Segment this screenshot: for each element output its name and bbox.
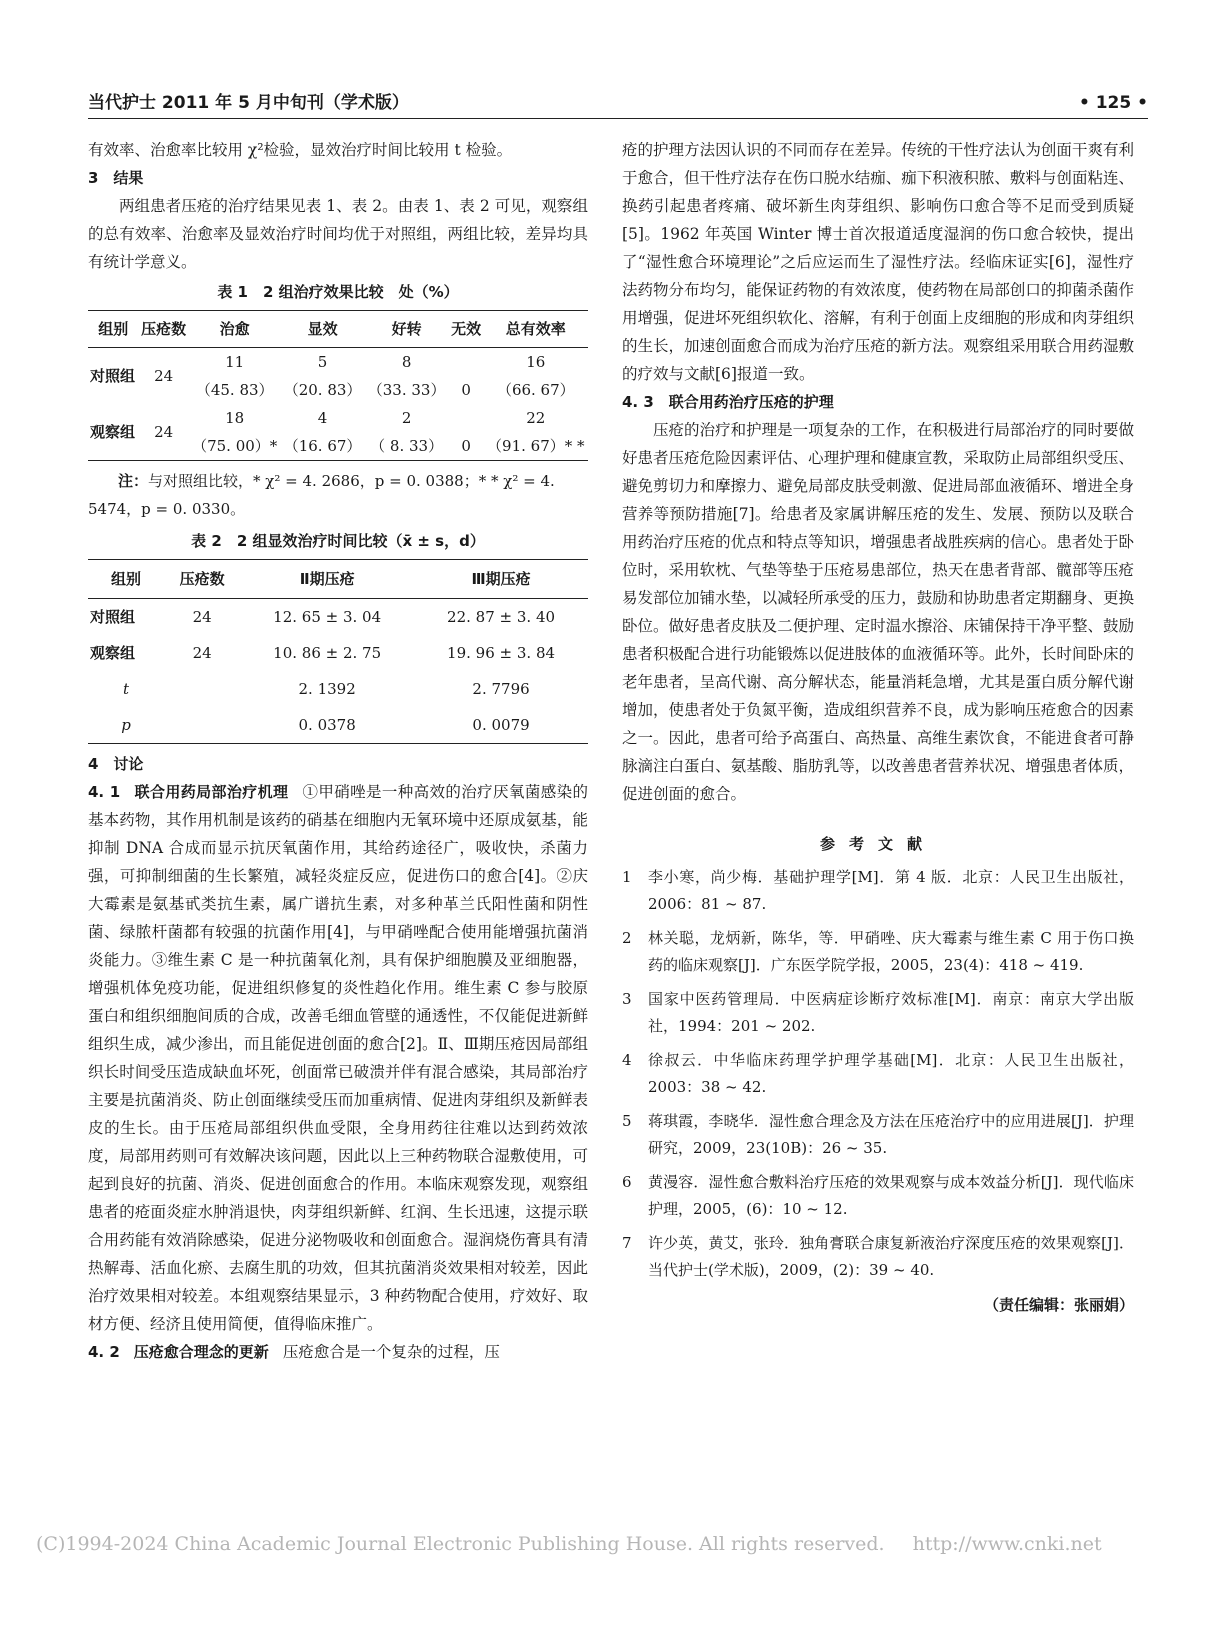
references-heading: 参考文献 (819, 835, 936, 853)
reference-item: 1 李小寒，尚少梅．基础护理学[M]．第 4 版．北京：人民卫生出版社，2006：81 ~ 87. (622, 868, 1134, 913)
total-cell: 22 （91. 67）* * (487, 409, 585, 455)
group-cell: 对照组 (90, 608, 136, 626)
stage3-cell: 19. 96 ± 3. 84 (447, 644, 556, 662)
cnki-url: http://www.cnki.net (912, 1533, 1102, 1555)
nursing-paragraph: 压疮的治疗和护理是一项复杂的工作，在积极进行局部治疗的同时要做好患者压疮危险因素评估、心理护理和健康宣教，采取防止局部组织受压、避免剪切力和摩擦力、避免局部皮肤受刺激、促进局部血液循环、增进全身营养等预防措施[7]。给患者及家属讲解压疮的发生、发展、预防以及联合用药治疗压疮的优点和特点等知识，增强患者战胜疾病的信心。患者处于卧位时，采用软枕、气垫等垫于压疮易患部位，热天在患者背部、髋部等压疮易发部位加铺水垫，以减轻所承受的压力，鼓励和协助患者定期翻身、更换卧位。做好患者皮肤及二便护理、定时温水擦浴、床铺保持干净平整、鼓励患者积极配合进行功能锻炼以促进肢体的血液循环等。此外，长时间卧床的老年患者，呈高代谢、高分解状态，能量消耗急增，尤其是蛋白质分解代谢增加，使患者处于负氮平衡，造成组织营养不良，成为影响压疮愈合的因素之一。因此，患者可给予高蛋白、高热量、高维生素饮食，不能进食者可静脉滴注白蛋白、氨基酸、脂肪乳等，以改善患者营养状况、增强患者体质，促进创面的愈合。 (622, 421, 1134, 803)
section-4-1-number: 4. 1 (88, 783, 121, 801)
table-row (88, 707, 588, 744)
group-cell: 观察组 (90, 423, 136, 441)
stat-label-cell: t (123, 680, 130, 698)
table1-header: 显效 (281, 311, 365, 348)
section-4-heading: 4 讨论 (88, 755, 144, 773)
reference-item: 6 黄漫容．湿性愈合敷料治疗压疮的效果观察与成本效益分析[J]．现代临床护理，2005，(6)：10 ~ 12. (622, 1173, 1134, 1218)
section-4-2-title: 压疮愈合理念的更新 (133, 1343, 269, 1361)
reference-item: 4 徐叔云．中华临床药理学护理学基础[M]．北京：人民卫生出版社，2003：38 ~ 42. (622, 1051, 1134, 1096)
reference-item: 5 蒋琪霞，李晓华．湿性愈合理念及方法在压疮治疗中的应用进展[J]．护理研究，2009，23(10B)：26 ~ 35. (622, 1112, 1134, 1157)
marked-cell: 4 （16. 67） (283, 409, 362, 455)
total-cell: 16 （66. 67） (496, 353, 575, 399)
table2-header: 压疮数 (164, 560, 240, 599)
stage2-cell: 0. 0378 (298, 716, 356, 734)
page-number: • 125 • (1078, 93, 1148, 113)
table2-header: 组别 (88, 560, 164, 599)
table1-header: 治愈 (189, 311, 281, 348)
page-header (88, 88, 1148, 113)
count-cell: 24 (154, 367, 174, 385)
group-cell: 观察组 (90, 644, 136, 662)
ineffective-cell: 0 (461, 381, 471, 399)
table1-caption: 表 1 2 组治疗效果比较 处（%） (217, 283, 459, 301)
section-3-heading: 3 结果 (88, 169, 144, 187)
table-row (88, 635, 588, 671)
stat-label-cell: p (121, 716, 131, 734)
count-cell: 24 (192, 644, 212, 662)
stage2-cell: 10. 86 ± 2. 75 (273, 644, 382, 662)
reference-item: 7 许少英，黄艾，张玲．独角膏联合康复新液治疗深度压疮的效果观察[J]．当代护士(学术版)，2009，(2)：39 ~ 40. (622, 1234, 1134, 1279)
count-cell: 24 (192, 608, 212, 626)
section-4-1 (88, 778, 588, 1338)
table-row (88, 348, 588, 405)
right-column (622, 136, 1134, 1319)
table1-note (88, 467, 588, 523)
table1 (88, 310, 588, 461)
table2-header: Ⅲ期压疮 (414, 560, 588, 599)
section-4-2 (88, 1338, 588, 1366)
ineffective-cell: 0 (461, 437, 471, 455)
section-4-3-heading: 4. 3 联合用药治疗压疮的护理 (622, 393, 834, 411)
stage3-cell: 22. 87 ± 3. 40 (447, 608, 556, 626)
table2 (88, 559, 588, 744)
table1-header: 无效 (449, 311, 484, 348)
table1-header: 总有效率 (484, 311, 588, 348)
references-list (622, 864, 1134, 1284)
results-paragraph: 两组患者压疮的治疗结果见表 1、表 2。由表 1、表 2 可见，观察组的总有效率、治愈率及显效治疗时间均优于对照组，两组比较，差异均具有统计学意义。 (88, 197, 588, 271)
left-column (88, 136, 588, 1366)
reference-item: 3 国家中医药管理局．中医病症诊断疗效标准[M]．南京：南京大学出版社，1994：201 ~ 202. (622, 990, 1134, 1035)
section-4-1-title: 联合用药局部治疗机理 (134, 783, 289, 801)
stage3-cell: 0. 0079 (472, 716, 530, 734)
note-text: 与对照组比较，* χ² = 4. 2686，p = 0. 0388；* * χ² = 4. 5474，p = 0. 0330。 (88, 472, 555, 518)
table1-header: 组别 (88, 311, 138, 348)
table2-caption: 表 2 2 组显效治疗时间比较（x̄ ± s，d） (191, 532, 485, 550)
header-rule (88, 118, 1148, 119)
table-row (88, 404, 588, 461)
copyright-footer (36, 1533, 1124, 1555)
reference-item: 2 林关聪，龙炳新，陈华，等．甲硝唑、庆大霉素与维生素 C 用于伤口换药的临床观察[J]．广东医学院学报，2005，23(4)：418 ~ 419. (622, 929, 1134, 974)
copyright-text: (C)1994-2024 China Academic Journal Electronic Publishing House. All rights reserved. (36, 1533, 885, 1555)
table1-header: 压疮数 (138, 311, 188, 348)
count-cell (164, 707, 240, 744)
count-cell (164, 671, 240, 707)
table1-header: 好转 (365, 311, 449, 348)
discussion-continued: 疮的护理方法因认识的不同而存在差异。传统的干性疗法认为创面干爽有利于愈合，但干性疗法存在伤口脱水结痂、痂下积液积脓、敷料与创面粘连、换药引起患者疼痛、破坏新生肉芽组织、影响伤口愈合等不足而受到质疑[5]。1962 年英国 Winter 博士首次报道适度湿润的伤口愈合较快，提出了“湿性愈合环境理论”之后应运而生了湿性疗法。经临床证实[6]，湿性疗法药物分布均匀，能保证药物的有效浓度，使药物在局部创口的抑菌杀菌作用增强，促进坏死组织软化、溶解，有利于创面上皮细胞的形成和肉芽组织的生长，加速创面愈合而成为治疗压疮的新方法。观察组采用联合用药湿敷的疗效与文献[6]报道一致。 (622, 141, 1134, 383)
table2-header: Ⅱ期压疮 (240, 560, 414, 599)
stage2-cell: 2. 1392 (298, 680, 356, 698)
improved-cell: 8 （33. 33） (367, 353, 446, 399)
count-cell: 24 (154, 423, 174, 441)
group-cell: 对照组 (90, 367, 136, 385)
methods-tail: 有效率、治愈率比较用 χ²检验，显效治疗时间比较用 t 检验。 (88, 141, 513, 159)
marked-cell: 5 （20. 83） (283, 353, 362, 399)
improved-cell: 2 （ 8. 33） (370, 409, 444, 455)
section-4-2-text: 压疮愈合是一个复杂的过程，压 (282, 1343, 500, 1361)
cured-cell: 18 （75. 00）* (192, 409, 278, 455)
table-row (88, 599, 588, 636)
table-row (88, 671, 588, 707)
section-4-2-number: 4. 2 (88, 1343, 120, 1361)
stage3-cell: 2. 7796 (472, 680, 530, 698)
responsible-editor: （责任编辑：张丽娟） (983, 1296, 1134, 1314)
note-label: 注： (118, 472, 149, 490)
journal-title: 当代护士 2011 年 5 月中旬刊（学术版） (88, 93, 409, 113)
stage2-cell: 12. 65 ± 3. 04 (273, 608, 382, 626)
cured-cell: 11 （45. 83） (195, 353, 274, 399)
section-4-1-text: ①甲硝唑是一种高效的治疗厌氧菌感染的基本药物，其作用机制是该药的硝基在细胞内无氧环境中还原成氨基，能抑制 DNA 合成而显示抗厌氧菌作用，其给药途径广，吸收快，杀菌力强，可抑制细菌的生长繁殖，减轻炎症反应，促进伤口的愈合[4]。②庆大霉素是氨基甙类抗生素，属广谱抗生素，对多种革兰氏阳性菌和阴性菌、绿脓杆菌都有较强的抗菌作用[4]，与甲硝唑配合使用能增强抗菌消炎能力。③维生素 C 是一种抗菌氧化剂，具有保护细胞膜及亚细胞器，增强机体免疫功能，促进组织修复的炎性趋化作用。维生素 C 参与胶原蛋白和组织细胞间质的合成，改善毛细血管壁的通透性，不仅能促进新鲜组织生成，减少渗出，而且能促进创面的愈合[2]。Ⅱ、Ⅲ期压疮因局部组织长时间受压造成缺血坏死，创面常已破溃并伴有混合感染，其局部治疗主要是抗菌消炎、防止创面继续受压而加重病情、促进肉芽组织及新鲜表皮的生长。由于压疮局部组织供血受限，全身用药往往难以达到药效浓度，局部用药则可有效解决该问题，因此以上三种药物联合湿敷使用，可起到良好的抗菌、消炎、促进创面愈合的作用。本临床观察发现，观察组患者的疮面炎症水肿消退快，肉芽组织新鲜、红润、生长迅速，这提示联合用药能有效消除感染，促进分泌物吸收和创面愈合。湿润烧伤膏具有清热解毒、活血化瘀、去腐生肌的功效，但其抗菌消炎效果相对较差，因此治疗效果相对较差。本组观察结果显示，3 种药物配合使用，疗效好、取材方便、经济且使用简便，值得临床推广。 (88, 783, 588, 1333)
